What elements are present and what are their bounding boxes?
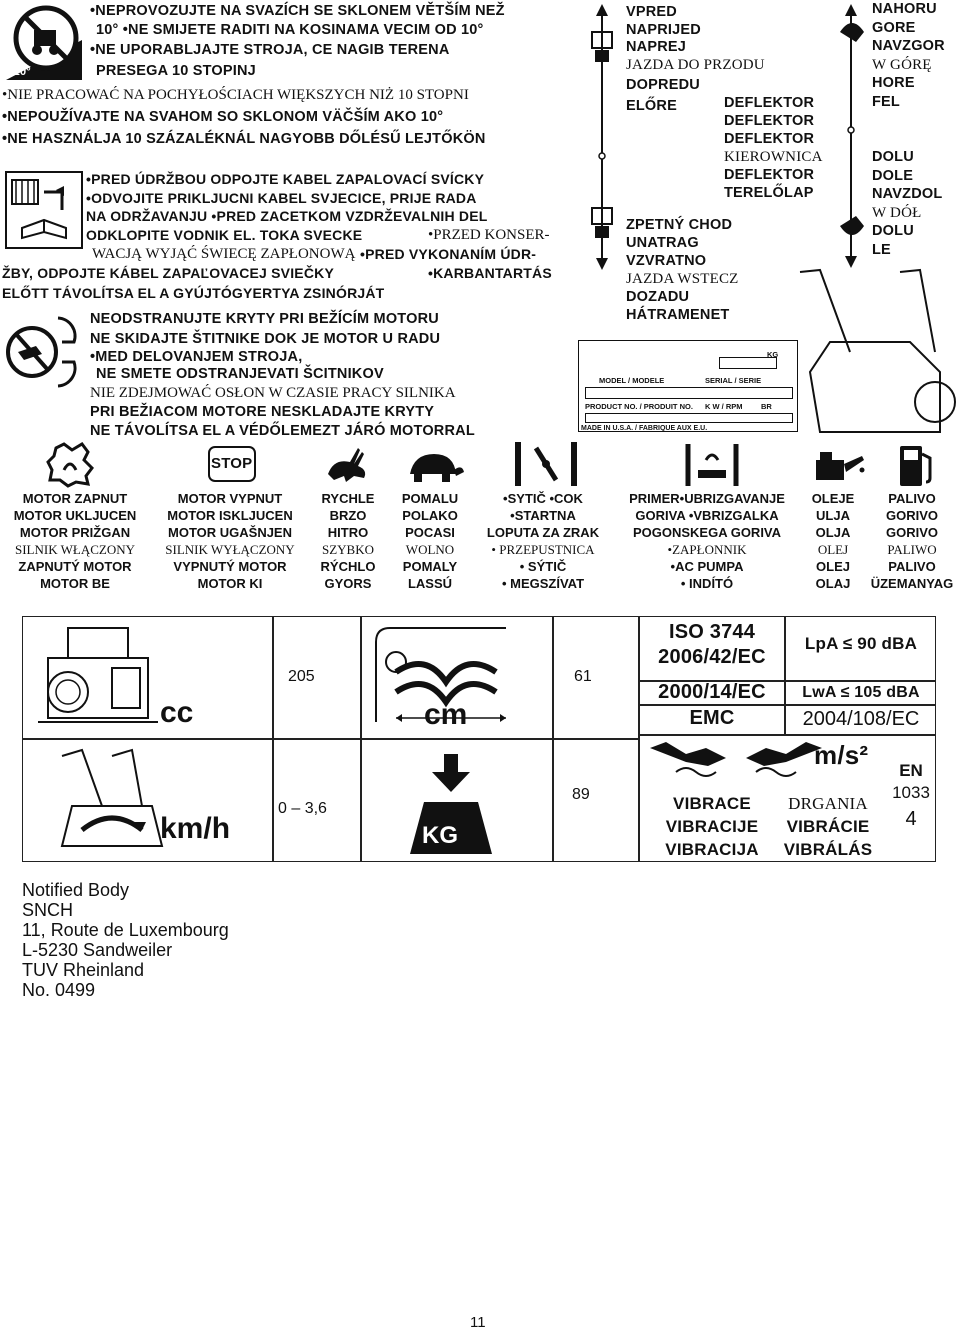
model-field-label: MODEL / MODELE [599,376,665,385]
cm-unit: cm [424,698,468,731]
forward-label: JAZDA DO PRZODU [626,56,765,73]
choke-label: LOPUTA ZA ZRAK [486,525,600,540]
speed-value: 0 – 3,6 [278,800,327,817]
slope-warning-line: •NE HASZNÁLJA 10 SZÁZALÉKNÁL NAGYOBB DŐLÉSŰ LEJTŐKÖN [2,131,486,147]
deflector-label: DEFLEKTOR [724,95,815,111]
choke-label: •STARTNA [510,508,576,523]
fuel-label: PALIVO [888,491,936,506]
spark-warning-line: •PRZED KONSER- [428,227,550,243]
motor-on-label: MOTOR BE [40,576,110,591]
deflector-up-down-icon [834,2,868,270]
choke-icon [510,440,582,488]
motor-on-icon [46,440,96,488]
oil-label: OLEJ [816,559,850,574]
forward-label: NAPRIJED [626,21,701,38]
reverse-label: HÁTRAMENET [626,307,730,323]
forward-label: NAPREJ [626,39,687,55]
motor-off-label: MOTOR KI [197,576,263,591]
spark-warning-line: •ODVOJITE PRIKLJUCNI KABEL SVJECICE, PRIJE RADA [86,190,477,206]
cc-unit: cc [160,696,194,729]
oil-can-icon [810,446,866,486]
primer-label: PRIMER•UBRIZGAVANJE [629,491,785,506]
vibration-label: VIBRACIJA [665,840,759,859]
shield-warning-line: NEODSTRANUJTE KRYTY PRI BEŽÍCÍM MOTORU [90,311,439,327]
vibration-label: VIBRACE [673,794,751,813]
spark-warning-line: ELŐTT TÁVOLÍTSA EL A GYÚJTÓGYERTYA ZSINÓRJÁT [2,285,385,301]
kw-field-label: K W / RPM [705,402,743,411]
motor-off-label: MOTOR ISKLJUCEN [167,508,293,523]
fuel-label: ÜZEMANYAG [870,576,954,591]
fuel-label: GORIVO [885,508,938,523]
fuel-label: GORIVO [885,525,938,540]
spark-warning-line: •PRED ÚDRŽBOU ODPOJTE KABEL ZAPALOVACÍ SVÍCKY [86,171,485,187]
motor-on-label: ZAPNUTÝ MOTOR [18,559,132,574]
down-label: NAVZDOL [872,186,943,202]
up-label: NAHORU [872,1,937,17]
turtle-icon [404,448,466,484]
shield-warning-line: NE TÁVOLÍTSA EL A VÉDŐLEMEZT JÁRÓ MOTORRAL [90,423,475,439]
speed-unit: km/h [160,812,231,845]
directive-emc: 2004/108/EC [802,708,920,730]
spark-warning-line: WACJĄ WYJĄĆ ŚWIECĘ ZAPŁONOWĄ [92,246,356,262]
notified-body-line: L-5230 Sandweiler [22,940,173,960]
fast-label: HITRO [327,525,369,540]
slow-label: POMALU [401,491,459,506]
reverse-label: JAZDA WSTECZ [626,271,739,287]
fast-label: RYCHLE [321,491,375,506]
forward-label: DOPREDU [626,77,700,93]
primer-icon [684,440,740,488]
reverse-label: VZVRATNO [626,253,707,269]
engine-icon [28,622,168,734]
vibration-label: VIBRACIJE [665,817,759,836]
vibration-hands-icon [646,738,826,782]
motor-on-label: MOTOR PRIŽGAN [19,525,131,540]
down-label: DOLU [872,223,914,239]
deflector-label: KIEROWNICA [724,149,823,165]
up-label: FEL [872,93,900,110]
deflector-label: TERELŐLAP [724,185,814,201]
slope-warning-line: •NIE PRACOWAĆ NA POCHYŁOŚCIACH WIĘKSZYCH NIŻ 10 STOPNI [2,87,469,103]
spark-plug-manual-icon [4,170,84,250]
stop-icon [208,446,256,482]
vibration-unit: m/s² [814,740,869,770]
slow-label: POLAKO [402,508,458,523]
spark-warning-line: NA ODRŽAVANJU •PRED ZACETKOM VZDRŽEVALNIH DEL [86,208,488,224]
oil-label: OLEJ [817,542,849,557]
oil-label: OLEJE [811,491,855,506]
kg-unit: KG [422,822,458,849]
spec-table [22,616,936,862]
choke-label: • SÝTIČ [519,559,567,574]
reverse-label: UNATRAG [626,235,699,251]
slope-warning-line: 10° •NE SMIJETE RADITI NA KOSINAMA VECIM OD 10° [96,22,484,38]
shield-warning-line: PRI BEŽIACOM MOTORE NESKLADAJTE KRYTY [90,404,435,420]
notified-body-line: SNCH [22,900,74,920]
slope-warning-line: PRESEGA 10 STOPINJ [96,63,256,79]
oil-label: ULJA [816,508,850,523]
primer-label: POGONSKEGA GORIVA [632,525,782,540]
fuel-label: PALIWO [887,542,937,557]
spark-warning-line: ODKLOPITE VODNIK EL. TOKA SVECKE [86,227,363,243]
primer-label: •AC PUMPA [670,559,744,574]
slope-warning-line: •NEPOUŽÍVAJTE NA SVAHOM SO SKLONOM VÄČŠÍM AKO 10° [2,109,444,125]
lwa-value: LwA ≤ 105 dBA [802,684,920,701]
slope-warning-icon [4,4,84,82]
motor-on-label: MOTOR UKLJUCEN [13,508,137,523]
en-standard: EN [899,761,923,780]
primer-label: • INDÍTÓ [680,576,734,591]
vibration-value: 4 [905,808,917,830]
vibration-label: DRGANIA [788,794,868,813]
oil-label: OLAJ [815,576,851,591]
notified-body-line: Notified Body [22,880,130,900]
slope-warning-line: •NE UPORABLJAJTE STROJA, CE NAGIB TERENA [90,42,450,58]
reverse-label: DOZADU [626,289,690,305]
spark-warning-line: •KARBANTARTÁS [428,265,552,281]
choke-label: • PRZEPUSTNICA [491,542,595,557]
motor-off-label: MOTOR VYPNUT [177,491,283,506]
slow-label: POCASI [405,525,455,540]
page-number: 11 [470,1314,486,1331]
serial-field-label: SERIAL / SERIE [705,376,762,385]
br-field-label: BR [761,402,772,411]
fast-label: GYORS [324,576,372,591]
stop-badge: STOP [211,455,253,472]
down-label: DOLU [872,149,914,165]
primer-label: •ZAPŁONNIK [667,542,747,557]
vibration-label: VIBRÁLÁS [783,840,873,859]
fuel-pump-icon [896,440,936,488]
deflector-label: DEFLEKTOR [724,131,815,147]
up-label: GORE [872,19,916,36]
choke-label: •SYTIČ •COK [503,491,583,506]
shield-warning-line: NE SMETE ODSTRANJEVATI ŠCITNIKOV [96,366,384,382]
made-in-label: MADE IN U.S.A. / FABRIQUE AUX E.U. [581,425,708,432]
up-label: HORE [872,75,915,91]
cm-value: 61 [574,668,592,685]
fast-label: RÝCHLO [320,559,376,574]
lpa-value: LpA ≤ 90 dBA [804,634,918,653]
shield-warning-line: •MED DELOVANJEM STROJA, [90,349,303,365]
down-label: DOLE [872,167,914,184]
deflector-label: DEFLEKTOR [724,167,815,183]
directive-noise: 2000/14/EC [658,681,766,703]
iso-standard: ISO 3744 [668,621,756,643]
primer-label: GORIVA •VBRIZGALKA [635,508,779,523]
down-label: LE [872,241,891,258]
model-label-plate [578,340,798,432]
kg-value: 89 [572,786,590,803]
slow-label: WOLNO [405,542,455,557]
motor-on-label: MOTOR ZAPNUT [22,491,128,506]
fuel-label: PALIVO [888,559,936,574]
slow-label: LASSÚ [407,576,453,591]
rabbit-icon [324,442,370,486]
drive-direction-icon [586,2,618,272]
spark-warning-line: ŽBY, ODPOJTE KÁBEL ZAPAĽOVACEJ SVIEČKY [2,265,334,281]
fast-label: BRZO [329,508,367,523]
directive-machinery: 2006/42/EC [658,646,766,668]
forward-label: VPRED [626,4,677,20]
slope-badge: >10° [7,66,31,78]
notified-body-line: 11, Route de Luxembourg [22,920,229,940]
en-standard: 1033 [892,783,930,802]
up-label: NAVZGOR [872,38,945,54]
vibration-label: VIBRÁCIE [786,817,870,836]
speed-snowblower-icon [42,746,172,856]
emc-label: EMC [689,707,735,729]
spark-warning-line: •PRED VYKONANÍM ÚDR- [360,246,537,262]
forward-label: ELŐRE [626,97,677,114]
shield-warning-line: NE SKIDAJTE ŠTITNIKE DOK JE MOTOR U RADU [90,331,441,347]
motor-on-label: SILNIK WŁĄCZONY [15,542,135,557]
motor-off-label: SILNIK WYŁĄCZONY [165,542,295,557]
hand-entanglement-icon [4,312,86,392]
motor-off-label: VYPNUTÝ MOTOR [173,559,287,574]
motor-off-label: MOTOR UGAŠNJEN [168,525,292,540]
up-label: W GÓRĘ [872,56,932,73]
slope-warning-line: •NEPROVOZUJTE NA SVAZÍCH SE SKLONEM VĚTŠÍM NEŽ [90,3,505,19]
notified-body-line: No. 0499 [22,980,96,1000]
down-label: W DÓŁ [872,204,922,221]
kg-field-label: KG [767,350,779,359]
shield-warning-line: NIE ZDEJMOWAĆ OSŁON W CZASIE PRACY SILNIKA [90,385,456,401]
notified-body-line: TUV Rheinland [22,960,145,980]
choke-label: • MEGSZÍVAT [501,576,585,591]
fast-label: SZYBKO [321,542,374,557]
slow-label: POMALY [402,559,458,574]
deflector-label: DEFLEKTOR [724,113,815,129]
reverse-label: ZPETNÝ CHOD [626,217,733,233]
oil-label: OLJA [815,525,851,540]
product-field-label: PRODUCT NO. / PRODUIT NO. [585,402,693,411]
cc-value: 205 [288,668,315,685]
